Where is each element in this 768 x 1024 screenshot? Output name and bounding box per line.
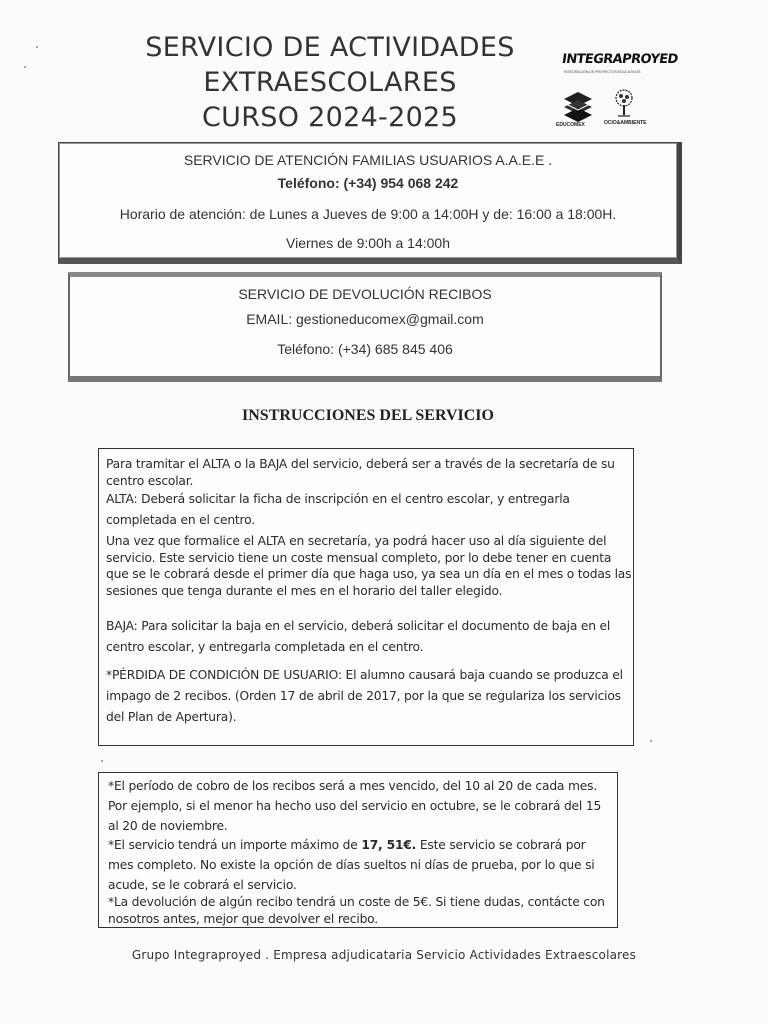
instructions-heading: INSTRUCCIONES DEL SERVICIO xyxy=(242,407,494,424)
scan-speck xyxy=(36,46,38,48)
instructions-paragraph-baja: BAJA: Para solicitar la baja en el servicio, deberá solicitar el documento de baja en el centro escolar, y entregarla completada en el centro. xyxy=(106,619,611,654)
title-line-3: CURSO 2024-2025 xyxy=(201,102,459,133)
billing-paragraph-3: *La devolución de algún recibo tendrá un coste de 5€. Si tiene dudas, contácte con nosotros antes, mejor que devolver el recibo. xyxy=(108,895,605,926)
returns-service-box xyxy=(68,272,662,382)
billing-paragraph-1: *El período de cobro de los recibos será a mes vencido, del 10 al 20 de cada mes. Por ejemplo, si el menor ha hecho uso del servicio en octubre, se le cobrará del 15 al 20 de noviembre. xyxy=(108,779,602,833)
instructions-paragraph-1: Para tramitar el ALTA o la BAJA del servicio, deberá ser a través de la secretaría de su centro escolar. xyxy=(106,457,615,488)
billing-box xyxy=(98,772,618,928)
integraproyed-tagline: INTEGRACIÓN DE PROYECTOS EDUCATIVOS xyxy=(564,70,641,74)
billing-max-amount: 17, 51€. xyxy=(361,838,417,852)
title-line-1: SERVICIO DE ACTIVIDADES xyxy=(145,32,515,63)
document-title xyxy=(130,30,530,135)
footer-note: Grupo Integraproyed . Empresa adjudicataria Servicio Actividades Extraescolares xyxy=(131,948,637,962)
billing-amount-prefix: *El servicio tendrá un importe máximo de xyxy=(108,838,362,852)
returns-email: EMAIL: gestioneducomex@gmail.com xyxy=(246,311,484,327)
scan-speck xyxy=(650,740,652,742)
instructions-paragraph-3: Una vez que formalice el ALTA en secretaría, ya podrá hacer uso al día siguiente del servicio. Este servicio tiene un coste mensual completo, por lo debe tener en cuenta que se le cobrará desde el primer día que haga uso, ya sea un día en el mes o todas las sesiones que tenga durante el mes en el horario del taller elegido. xyxy=(106,534,632,598)
returns-phone: Teléfono: (+34) 685 845 406 xyxy=(277,341,453,357)
returns-service-title: SERVICIO DE DEVOLUCIÓN RECIBOS xyxy=(238,286,492,302)
integraproyed-logo: INTEGRAPROYED xyxy=(560,52,679,67)
billing-paragraph-2 xyxy=(108,835,613,895)
ocio-ambiente-logo-text: OCIO&AMBIENTE xyxy=(604,120,647,126)
families-service-title: SERVICIO DE ATENCIÓN FAMILIAS USUARIOS A.A.E.E . xyxy=(183,152,553,168)
families-hours: Horario de atención: de Lunes a Jueves de 9:00 a 14:00H y de: 16:00 a 18:00H. xyxy=(119,206,617,222)
scan-speck xyxy=(24,66,26,68)
scan-speck xyxy=(101,760,103,762)
instructions-paragraph-perdida: *PÉRDIDA DE CONDICIÓN DE USUARIO: El alumno causará baja cuando se produzca el impago de 2 recibos. (Orden 17 de abril de 2017, por la que se regulariza los servicios del Plan de Apertura). xyxy=(106,668,623,724)
families-phone: Teléfono: (+34) 954 068 242 xyxy=(277,175,459,191)
educomex-logo-text: EDUCOMEX xyxy=(556,122,585,128)
company-logos xyxy=(552,50,679,135)
billing-amount-suffix: Este servicio se cobrará por mes completo. No existe la opción de días sueltos ni días de prueba, por lo que si acude, se le cobrará el servicio. xyxy=(108,838,595,892)
families-service-box xyxy=(58,142,682,264)
title-line-2: EXTRAESCOLARES xyxy=(203,67,457,98)
instructions-paragraph-alta: ALTA: Deberá solicitar la ficha de inscripción en el centro escolar, y entregarla completada en el centro. xyxy=(106,492,570,527)
tree-logo-icon xyxy=(612,88,636,120)
instructions-box xyxy=(98,448,634,746)
families-friday-hours: Viernes de 9:00h a 14:00h xyxy=(286,235,450,251)
